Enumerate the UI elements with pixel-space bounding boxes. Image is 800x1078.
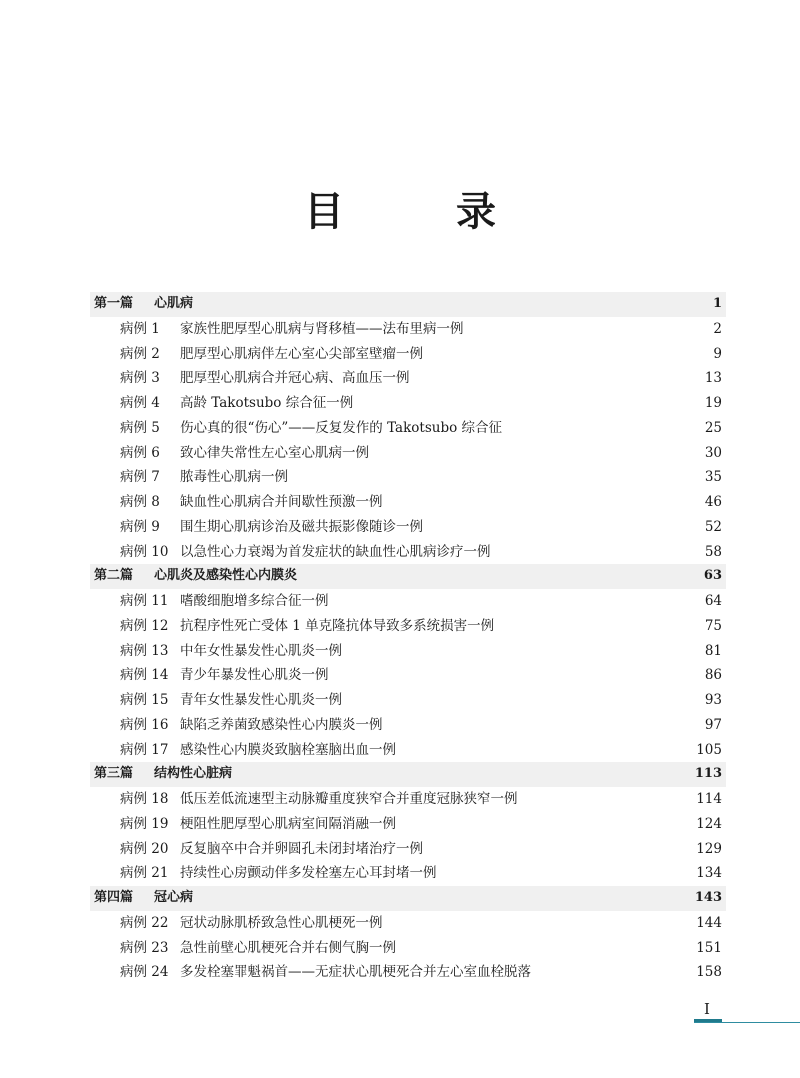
toc-entry[interactable] <box>90 911 726 936</box>
case-page: 129 <box>696 840 722 857</box>
case-label: 病例 15 <box>120 692 169 708</box>
toc-entry[interactable] <box>90 960 726 985</box>
part-page: 63 <box>703 568 722 584</box>
part-title: 心肌炎及感染性心内膜炎 <box>154 568 298 584</box>
case-label: 病例 7 <box>120 469 160 486</box>
toc-entry[interactable] <box>90 416 726 441</box>
case-title: 嗜酸细胞增多综合征一例 <box>180 593 329 609</box>
case-page: 158 <box>696 964 722 981</box>
case-title: 肥厚型心肌病伴左心室心尖部室壁瘤一例 <box>180 345 423 362</box>
case-label: 病例 1 <box>120 320 160 337</box>
case-title: 缺陷乏养菌致感染性心内膜炎一例 <box>180 716 383 733</box>
toc-entry[interactable] <box>90 465 726 490</box>
part-page: 1 <box>712 296 722 311</box>
toc-entry[interactable] <box>90 787 726 812</box>
case-label: 病例 11 <box>120 593 169 609</box>
case-title: 多发栓塞罪魁祸首——无症状心肌梗死合并左心室血栓脱落 <box>180 964 531 981</box>
toc-part-4[interactable] <box>90 886 726 911</box>
case-label: 病例 16 <box>120 716 169 733</box>
page-title: 目 录 <box>304 189 532 235</box>
part-label: 第一篇 <box>94 296 134 311</box>
case-title: 脓毒性心肌病一例 <box>180 469 288 486</box>
case-title: 梗阻性肥厚型心肌病室间隔消融一例 <box>180 815 396 832</box>
toc-entry[interactable] <box>90 688 726 713</box>
toc-entry[interactable] <box>90 639 726 664</box>
case-label: 病例 2 <box>120 345 160 362</box>
case-page: 35 <box>704 469 722 486</box>
case-page: 25 <box>704 419 722 436</box>
case-page: 151 <box>696 939 722 956</box>
part-title: 结构性心脏病 <box>154 766 233 782</box>
case-title: 高龄 Takotsubo 综合征一例 <box>180 395 354 411</box>
toc-part-3[interactable] <box>90 762 726 787</box>
toc-entry[interactable] <box>90 738 726 763</box>
case-page: 75 <box>704 617 722 634</box>
case-page: 52 <box>704 518 722 535</box>
case-label: 病例 6 <box>120 444 160 461</box>
toc-entry[interactable] <box>90 342 726 367</box>
case-title: 持续性心房颤动伴多发栓塞左心耳封堵一例 <box>180 865 437 882</box>
case-title: 中年女性暴发性心肌炎一例 <box>180 642 342 659</box>
part-label: 第四篇 <box>94 890 134 905</box>
toc-entry[interactable] <box>90 837 726 862</box>
case-page: 114 <box>696 791 722 807</box>
part-title: 冠心病 <box>154 890 194 905</box>
table-of-contents <box>90 292 726 985</box>
case-label: 病例 21 <box>120 865 169 882</box>
case-label: 病例 10 <box>120 543 169 560</box>
case-label: 病例 14 <box>120 667 169 684</box>
case-page: 97 <box>704 716 722 733</box>
case-label: 病例 20 <box>120 840 169 857</box>
case-title: 感染性心内膜炎致脑栓塞脑出血一例 <box>180 741 396 758</box>
case-label: 病例 8 <box>120 494 160 510</box>
case-title: 青年女性暴发性心肌炎一例 <box>180 692 342 708</box>
case-label: 病例 5 <box>120 419 160 436</box>
case-page: 64 <box>704 593 722 609</box>
case-title: 伤心真的很“伤心”——反复发作的 Takotsubo 综合征 <box>180 419 503 436</box>
case-page: 86 <box>704 667 722 684</box>
part-page: 143 <box>694 890 722 905</box>
case-title: 缺血性心肌病合并间歇性预激一例 <box>180 494 383 510</box>
footer-rule <box>694 1022 800 1023</box>
case-page: 81 <box>704 642 722 659</box>
toc-entry[interactable] <box>90 317 726 342</box>
case-title: 低压差低流速型主动脉瓣重度狭窄合并重度冠脉狭窄一例 <box>180 791 518 807</box>
toc-entry[interactable] <box>90 861 726 886</box>
case-page: 105 <box>696 741 722 758</box>
page-folio: I <box>704 1000 710 1018</box>
toc-part-2[interactable] <box>90 564 726 589</box>
case-title: 致心律失常性左心室心肌病一例 <box>180 444 369 461</box>
case-label: 病例 18 <box>120 791 169 807</box>
case-label: 病例 23 <box>120 939 169 956</box>
toc-entry[interactable] <box>90 490 726 515</box>
toc-entry[interactable] <box>90 614 726 639</box>
part-title: 心肌病 <box>154 296 194 311</box>
toc-entry[interactable] <box>90 589 726 614</box>
case-label: 病例 9 <box>120 518 160 535</box>
case-title: 家族性肥厚型心肌病与肾移植——法布里病一例 <box>180 320 464 337</box>
part-label: 第三篇 <box>94 766 134 782</box>
case-page: 30 <box>704 444 722 461</box>
case-page: 19 <box>704 395 722 411</box>
case-label: 病例 3 <box>120 370 160 387</box>
case-title: 围生期心肌病诊治及磁共振影像随诊一例 <box>180 518 423 535</box>
toc-entry[interactable] <box>90 391 726 416</box>
part-label: 第二篇 <box>94 568 134 584</box>
toc-entry[interactable] <box>90 713 726 738</box>
toc-entry[interactable] <box>90 441 726 466</box>
case-page: 2 <box>713 320 722 337</box>
case-title: 反复脑卒中合并卵圆孔未闭封堵治疗一例 <box>180 840 423 857</box>
case-page: 46 <box>704 494 722 510</box>
case-title: 以急性心力衰竭为首发症状的缺血性心肌病诊疗一例 <box>180 543 491 560</box>
case-label: 病例 12 <box>120 617 169 634</box>
toc-part-1[interactable] <box>90 292 726 317</box>
toc-entry[interactable] <box>90 515 726 540</box>
case-page: 124 <box>696 815 722 832</box>
case-page: 13 <box>704 370 722 387</box>
case-label: 病例 17 <box>120 741 169 758</box>
case-label: 病例 22 <box>120 914 169 931</box>
case-title: 青少年暴发性心肌炎一例 <box>180 667 329 684</box>
toc-entry[interactable] <box>90 540 726 565</box>
toc-entry[interactable] <box>90 663 726 688</box>
case-page: 58 <box>704 543 722 560</box>
case-page: 144 <box>696 914 722 931</box>
case-title: 抗程序性死亡受体 1 单克隆抗体导致多系统损害一例 <box>180 617 495 634</box>
case-title: 冠状动脉肌桥致急性心肌梗死一例 <box>180 914 383 931</box>
case-page: 9 <box>713 345 722 362</box>
toc-entry[interactable] <box>90 366 726 391</box>
part-page: 113 <box>694 766 722 782</box>
case-label: 病例 24 <box>120 964 169 981</box>
case-page: 134 <box>696 865 722 882</box>
case-label: 病例 13 <box>120 642 169 659</box>
toc-entry[interactable] <box>90 812 726 837</box>
case-page: 93 <box>704 692 722 708</box>
case-label: 病例 4 <box>120 395 160 411</box>
case-label: 病例 19 <box>120 815 169 832</box>
case-title: 肥厚型心肌病合并冠心病、高血压一例 <box>180 370 410 387</box>
case-title: 急性前壁心肌梗死合并右侧气胸一例 <box>180 939 396 956</box>
toc-entry[interactable] <box>90 936 726 961</box>
